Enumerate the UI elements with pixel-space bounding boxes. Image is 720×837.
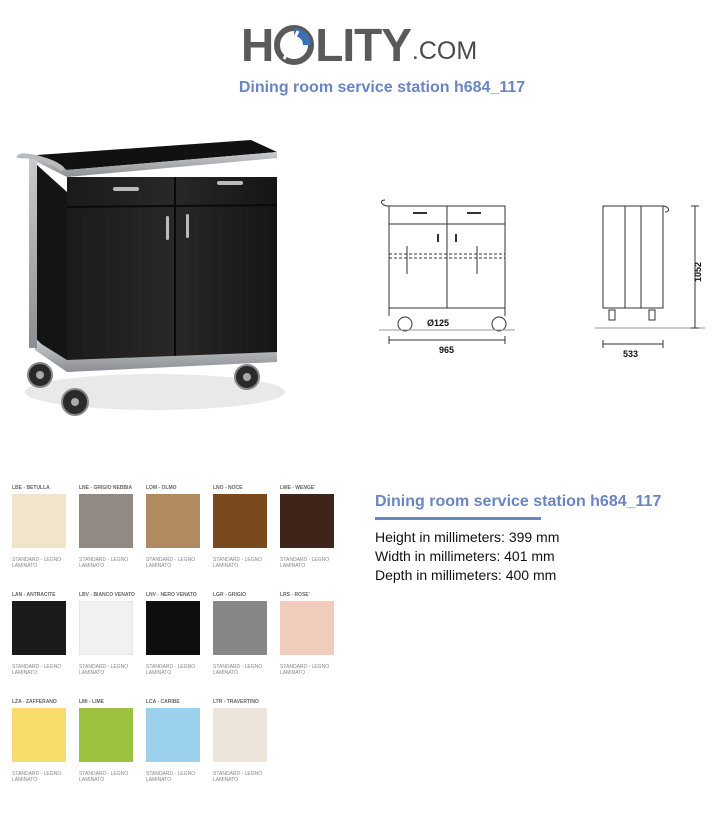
swatch-code: LNE - GRIGIO NEBBIA [79,485,133,491]
swatch-color-chip [79,494,133,548]
swatch-color-chip [79,601,133,655]
finish-swatch[interactable] [12,591,74,676]
finish-swatch[interactable] [213,591,275,676]
logo-domain: .COM [411,37,478,65]
swatch-code: LOM - OLMO [146,485,177,491]
swatch-code: LCA - CARIBE [146,699,180,705]
swatch-description: STANDARD - LEGNO LAMINATO [12,664,62,676]
swatch-description: STANDARD - LEGNO LAMINATO [146,664,196,676]
finish-swatch[interactable] [146,591,208,676]
swatch-description: STANDARD - LEGNO LAMINATO [12,771,62,783]
swatch-code: LZA - ZAFFERANO [12,699,57,705]
side-depth-label: 533 [623,349,639,358]
holity-logo[interactable] [241,18,478,71]
swatch-code: LWE - WENGE' [280,485,316,491]
finish-swatches [0,476,350,816]
finish-swatch[interactable] [79,591,141,676]
swatch-code: LAN - ANTRACITE [12,592,56,598]
swatch-code: LGR - GRIGIO [213,592,247,598]
side-technical-drawing [595,198,705,358]
title-underline [375,517,541,520]
side-height-label: 1052 [693,261,703,282]
swatch-description: STANDARD - LEGNO LAMINATO [146,557,196,569]
swatch-description: STANDARD - LEGNO LAMINATO [213,771,263,783]
swatch-code: LBV - BIANCO VENATO [79,592,135,598]
swatch-description: STANDARD - LEGNO LAMINATO [213,664,263,676]
finish-swatch[interactable] [146,484,208,569]
swatch-color-chip [213,494,267,548]
wheel-diameter-label: Ø125 [427,318,450,328]
swatch-code: LRS - ROSE' [280,592,310,598]
finish-swatch[interactable] [213,698,275,783]
swatch-color-chip [12,601,66,655]
logo-o-icon [274,25,314,65]
logo-letter-h: H [241,19,274,71]
swatch-color-chip [146,494,200,548]
swatch-color-chip [213,601,267,655]
finish-swatch[interactable] [146,698,208,783]
spec-width: Width in millimeters: 401 mm [375,548,555,564]
swatch-code: LTR - TRAVERTINO [213,699,259,705]
finish-swatch[interactable] [280,591,342,676]
swatch-description: STANDARD - LEGNO LAMINATO [79,771,129,783]
swatch-color-chip [146,601,200,655]
front-technical-drawing [375,198,515,358]
finish-swatch[interactable] [12,484,74,569]
swatch-description: STANDARD - LEGNO LAMINATO [146,771,196,783]
finish-swatch[interactable] [280,484,342,569]
swatch-description: STANDARD - LEGNO LAMINATO [280,557,330,569]
spec-height: Height in millimeters: 399 mm [375,529,560,545]
swatch-description: STANDARD - LEGNO LAMINATO [213,557,263,569]
swatch-description: STANDARD - LEGNO LAMINATO [79,557,129,569]
logo-wordmark [241,19,411,71]
swatch-description: STANDARD - LEGNO LAMINATO [280,664,330,676]
logo-letters: LITY [315,19,411,71]
product-info [375,492,705,585]
swatch-color-chip [280,494,334,548]
finish-swatch[interactable] [79,698,141,783]
page-title: Dining room service station h684_117 [238,79,526,96]
swatch-code: LNV - NERO VENATO [146,592,197,598]
swatch-color-chip [146,708,200,762]
product-photo [15,130,285,430]
finish-swatch[interactable] [213,484,275,569]
swatch-color-chip [12,494,66,548]
swatch-description: STANDARD - LEGNO LAMINATO [79,664,129,676]
finish-swatch[interactable] [12,698,74,783]
finish-swatch[interactable] [79,484,141,569]
swatch-code: LMI - LIME [79,699,104,705]
front-width-label: 965 [439,345,455,355]
swatch-color-chip [280,601,334,655]
swatch-code: LBE - BETULLA [12,485,50,491]
info-title: Dining room service station h684_117 [375,493,662,510]
swatch-code: LNO - NOCE [213,485,243,491]
spec-depth: Depth in millimeters: 400 mm [375,567,557,583]
swatch-color-chip [213,708,267,762]
swatch-color-chip [79,708,133,762]
swatch-description: STANDARD - LEGNO LAMINATO [12,557,62,569]
swatch-color-chip [12,708,66,762]
